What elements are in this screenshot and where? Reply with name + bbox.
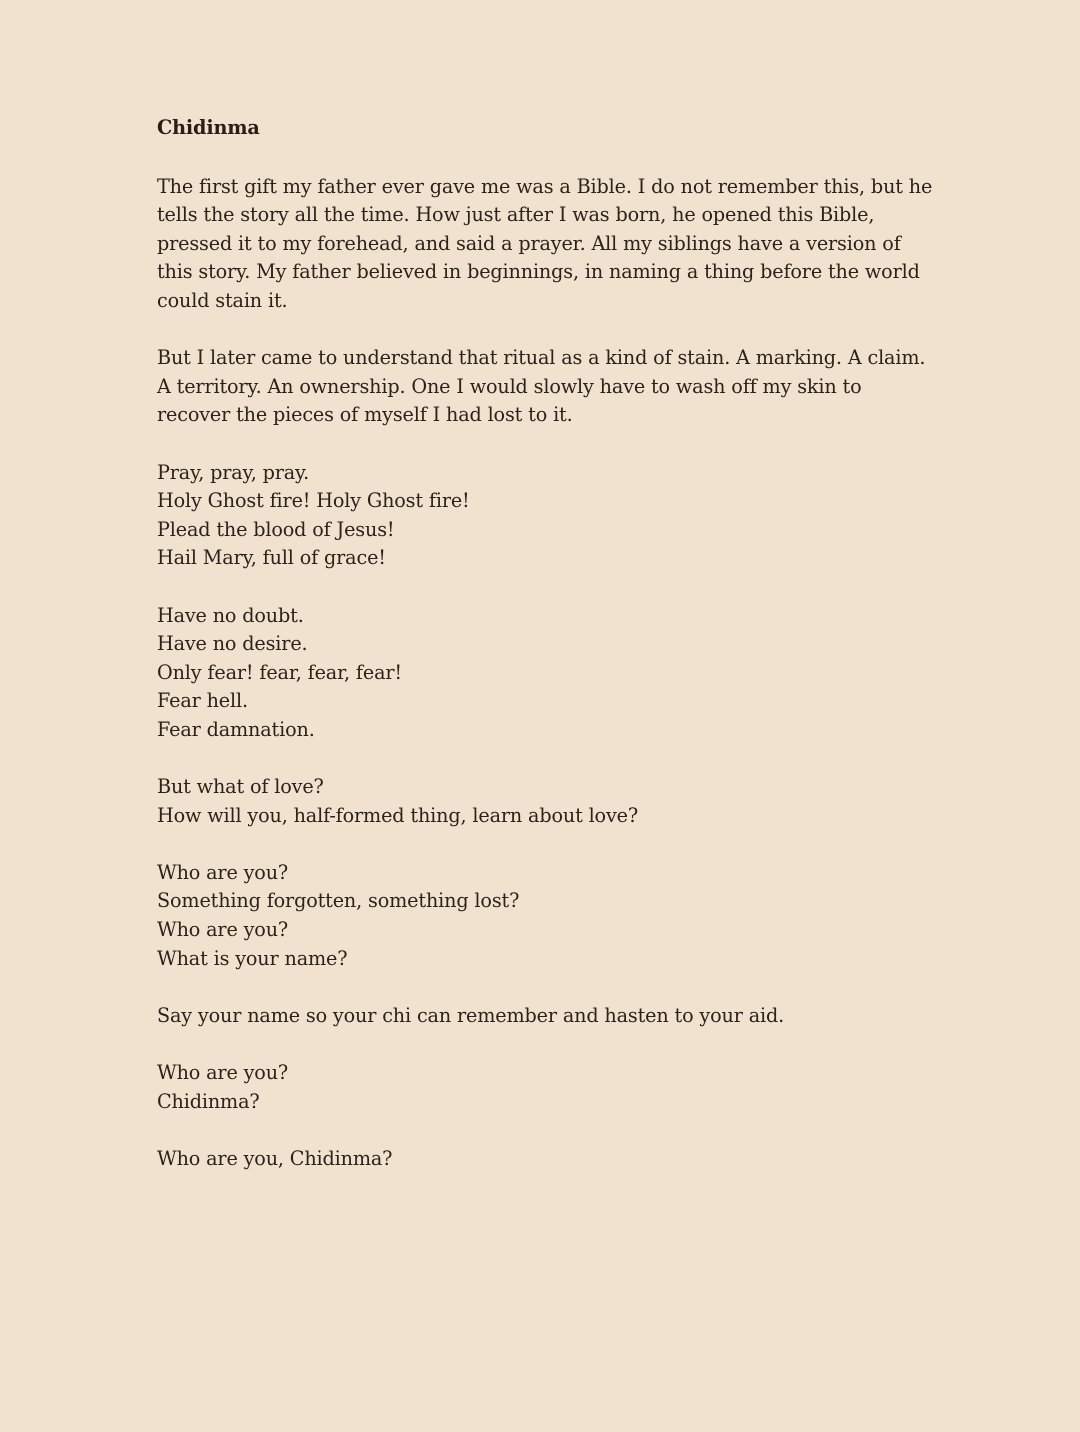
poem-line: What is your name? <box>157 946 348 970</box>
intro-paragraph: The first gift my father ever gave me was a Bible. I do not remember this, but he tells the story all the time. How just after I was born, he opened this Bible, pressed it to my forehead, and said a prayer. All my siblings have a version of this story. My father believed in beginnings, in naming a thing before the world could stain it. <box>157 174 933 312</box>
poem-line: Who are you? <box>157 860 289 884</box>
poem-line: Who are you, Chidinma? <box>157 1146 393 1170</box>
identity-stanza <box>157 859 957 973</box>
stain-paragraph: But I later came to understand that ritual as a kind of stain. A marking. A claim. A territory. An ownership. One I would slowly have to wash off my skin to recover the pieces of myself I had lost to it. <box>157 346 926 427</box>
prayer-stanza <box>157 459 957 573</box>
poem-line: Fear damnation. <box>157 717 315 741</box>
fear-stanza <box>157 602 957 745</box>
love-stanza <box>157 773 957 830</box>
poem-line: Chidinma? <box>157 1089 260 1113</box>
poem-line: How will you, half-formed thing, learn about love? <box>157 803 638 827</box>
poem-line: Pray, pray, pray. <box>157 460 310 484</box>
poem-line: Something forgotten, something lost? <box>157 889 520 913</box>
poem-line: Holy Ghost fire! Holy Ghost fire! <box>157 489 470 513</box>
chidinma-stanza <box>157 1059 957 1116</box>
poem-line: Who are you? <box>157 918 289 942</box>
poem-line: Have no desire. <box>157 632 308 656</box>
poem-line: Say your name so your chi can remember and hasten to your aid. <box>157 1003 785 1027</box>
poem-line: Only fear! fear, fear, fear! <box>157 660 402 684</box>
closing-stanza <box>157 1145 957 1174</box>
poem-line: Hail Mary, full of grace! <box>157 546 386 570</box>
poem-line: But what of love? <box>157 775 324 799</box>
document-page <box>157 112 957 1202</box>
poem-line: Plead the blood of Jesus! <box>157 517 395 541</box>
poem-line: Fear hell. <box>157 689 248 713</box>
poem-line: Have no doubt. <box>157 603 304 627</box>
document-title: Chidinma <box>157 116 260 139</box>
chi-stanza <box>157 1002 957 1031</box>
poem-line: Who are you? <box>157 1061 289 1084</box>
